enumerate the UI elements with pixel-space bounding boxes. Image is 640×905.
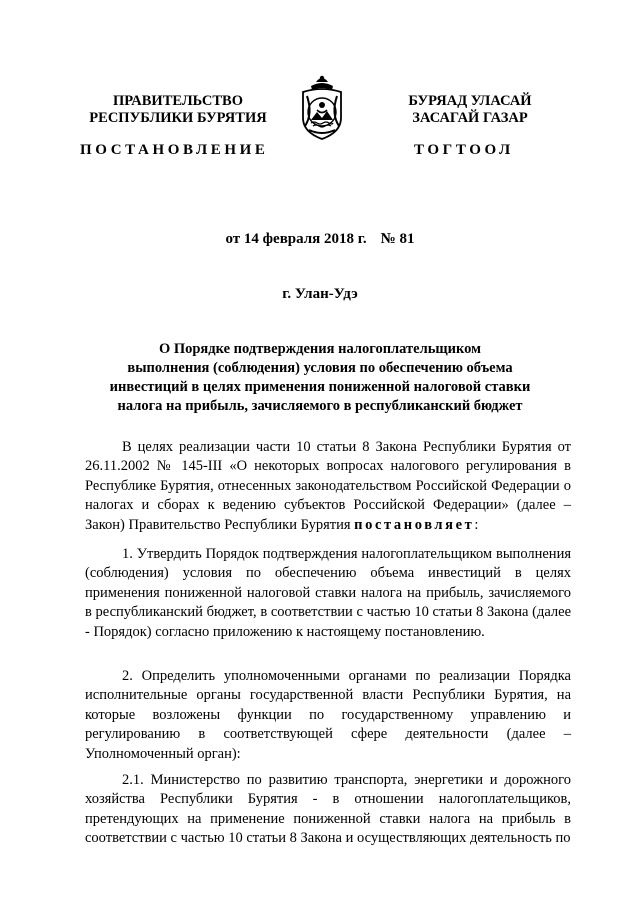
- issuer-russian: [78, 93, 278, 127]
- decree-date-number: [0, 231, 640, 248]
- decree-verb: постановляет: [354, 516, 475, 533]
- doc-type-russian: ПОСТАНОВЛЕНИЕ: [80, 142, 269, 158]
- decree-date: от 14 февраля 2018 г.: [225, 231, 367, 247]
- title-line1: О Порядке подтверждения налогоплательщиком: [158, 341, 482, 357]
- paragraph-1: 1. Утвердить Порядок подтверждения налогоплательщиком выполнения (соблюдения) условия по обеспечению объема инвестиций в целях применения пониженной налоговой ставки налога на прибыль, зачисляемого в республиканский бюджет, в соответствии с частью 10 статьи 8 Закона (далее - Порядок) согласно приложению к настоящему постановлению.: [85, 546, 571, 640]
- paragraph-2: 2. Определить уполномоченными органами по реализации Порядка исполнительные органы государственной власти Республики Бурятия, на которые возложены функции по государственному управлению и регулированию в соответствующей сфере деятельности (далее – Уполномоченный орган):: [85, 668, 571, 762]
- title-line2: выполнения (соблюдения) условия по обеспечению объема: [127, 360, 513, 376]
- title-line4: налога на прибыль, зачисляемого в республиканский бюджет: [117, 398, 523, 414]
- coat-of-arms-icon: [295, 74, 349, 142]
- issuer-buryat-line2: ЗАСАГАЙ ГАЗАР: [412, 110, 528, 126]
- issuer-russian-line1: ПРАВИТЕЛЬСТВО: [113, 93, 243, 109]
- doc-type-buryat: ТОГТООЛ: [414, 142, 514, 158]
- paragraph-2-1: 2.1. Министерство по развитию транспорта, энергетики и дорожного хозяйства Республики Бурятия - в отношении налогоплательщиков, претендующих на применение пониженной ставки налога на прибыль в соответствии с частью 10 статьи 8 Закона и осуществляющих деятельность по: [85, 772, 571, 847]
- preamble-text: В целях реализации части 10 статьи 8 Закона Республики Бурятия от 26.11.2002 № 145-III «О некоторых вопросах налогового регулирования в Республике Бурятия, отнесенных законодательством Российской Федерации о налогах и сборах к ведению субъектов Российской Федерации» (далее – Закон) Правительство Республики Бурятия: [85, 439, 571, 533]
- paragraph-preamble: [85, 438, 571, 535]
- document-title: [88, 340, 552, 416]
- issuer-buryat: [370, 93, 570, 127]
- decree-city: г. Улан-Удэ: [282, 286, 358, 302]
- preamble-end: :: [474, 516, 479, 533]
- issuer-russian-line2: РЕСПУБЛИКИ БУРЯТИЯ: [89, 110, 267, 126]
- issuer-buryat-line1: БУРЯАД УЛАСАЙ: [408, 93, 532, 109]
- title-line3: инвестиций в целях применения пониженной налоговой ставки: [109, 379, 531, 395]
- decree-number: № 81: [380, 231, 415, 247]
